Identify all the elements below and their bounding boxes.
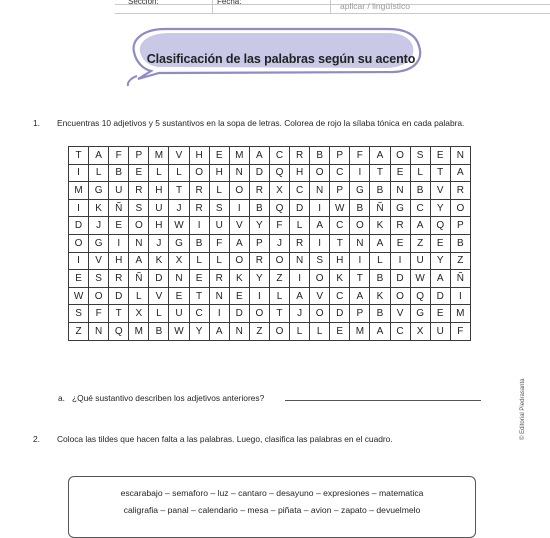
grid-cell[interactable]: M bbox=[149, 147, 169, 165]
grid-cell[interactable]: R bbox=[189, 182, 209, 200]
grid-cell[interactable]: V bbox=[149, 287, 169, 305]
grid-cell[interactable]: U bbox=[149, 199, 169, 217]
grid-cell[interactable]: N bbox=[209, 287, 229, 305]
grid-cell[interactable]: B bbox=[370, 182, 390, 200]
answer-line[interactable] bbox=[285, 400, 481, 401]
grid-cell[interactable]: K bbox=[330, 270, 350, 288]
grid-cell[interactable]: D bbox=[229, 305, 249, 323]
grid-cell[interactable]: U bbox=[410, 252, 430, 270]
question-a-text: ¿Qué sustantivo describen los adjetivos anteriores? bbox=[72, 393, 265, 403]
grid-cell[interactable]: I bbox=[229, 199, 249, 217]
grid-cell[interactable]: D bbox=[149, 270, 169, 288]
grid-cell[interactable]: I bbox=[209, 305, 229, 323]
grid-cell[interactable]: G bbox=[410, 305, 430, 323]
grid-cell[interactable]: B bbox=[370, 305, 390, 323]
grid-cell[interactable]: V bbox=[229, 217, 249, 235]
grid-cell[interactable]: T bbox=[350, 270, 370, 288]
grid-cell[interactable]: V bbox=[430, 182, 450, 200]
grid-cell[interactable]: A bbox=[370, 147, 390, 165]
grid-cell[interactable]: M bbox=[450, 305, 470, 323]
grid-cell[interactable]: O bbox=[249, 305, 269, 323]
grid-cell[interactable]: E bbox=[169, 287, 189, 305]
word-list-line-2: caligrafia – panal – calendario – mesa – piñata – avion – zapato – devuelmelo bbox=[123, 505, 421, 515]
grid-cell[interactable]: I bbox=[290, 270, 310, 288]
grid-row bbox=[69, 164, 471, 182]
grid-cell[interactable]: O bbox=[269, 252, 289, 270]
grid-cell[interactable]: K bbox=[370, 217, 390, 235]
grid-cell[interactable]: Y bbox=[249, 217, 269, 235]
grid-cell[interactable]: L bbox=[149, 305, 169, 323]
grid-cell[interactable]: P bbox=[249, 234, 269, 252]
grid-cell[interactable]: F bbox=[269, 217, 289, 235]
grid-cell[interactable]: K bbox=[229, 270, 249, 288]
grid-cell[interactable]: B bbox=[149, 322, 169, 340]
grid-cell[interactable]: F bbox=[350, 147, 370, 165]
grid-cell[interactable]: E bbox=[430, 305, 450, 323]
grid-row bbox=[69, 182, 471, 200]
grid-cell[interactable]: E bbox=[330, 322, 350, 340]
grid-cell[interactable]: L bbox=[310, 322, 330, 340]
grid-cell[interactable]: J bbox=[169, 199, 189, 217]
word-list-box bbox=[68, 476, 476, 538]
grid-cell[interactable]: L bbox=[269, 287, 289, 305]
grid-cell[interactable]: P bbox=[350, 305, 370, 323]
grid-cell[interactable]: G bbox=[89, 182, 109, 200]
grid-cell[interactable]: X bbox=[410, 322, 430, 340]
grid-cell[interactable]: N bbox=[290, 252, 310, 270]
exercise-1-instruction: Encuentras 10 adjetivos y 5 sustantivos en la sopa de letras. Colorea de rojo la sílaba tónica en cada palabra. bbox=[57, 118, 465, 128]
grid-cell[interactable]: X bbox=[169, 252, 189, 270]
grid-cell[interactable]: D bbox=[430, 287, 450, 305]
grid-cell[interactable]: B bbox=[350, 199, 370, 217]
grid-cell[interactable]: Ñ bbox=[109, 199, 129, 217]
grid-cell[interactable]: T bbox=[169, 182, 189, 200]
grid-cell[interactable]: C bbox=[410, 199, 430, 217]
grid-cell[interactable]: T bbox=[189, 287, 209, 305]
grid-cell[interactable]: F bbox=[109, 147, 129, 165]
grid-cell[interactable]: O bbox=[390, 287, 410, 305]
skill-label: aplicar / lingüístico bbox=[340, 1, 410, 11]
grid-cell[interactable]: A bbox=[249, 147, 269, 165]
grid-cell[interactable]: H bbox=[209, 164, 229, 182]
grid-cell[interactable]: J bbox=[290, 305, 310, 323]
grid-cell[interactable]: O bbox=[450, 199, 470, 217]
grid-cell[interactable]: A bbox=[129, 252, 149, 270]
grid-cell[interactable]: H bbox=[149, 217, 169, 235]
grid-cell[interactable]: R bbox=[249, 182, 269, 200]
grid-cell[interactable]: R bbox=[129, 182, 149, 200]
grid-cell[interactable]: Q bbox=[430, 217, 450, 235]
grid-cell[interactable]: Ñ bbox=[370, 199, 390, 217]
grid-cell[interactable]: P bbox=[330, 182, 350, 200]
grid-cell[interactable]: L bbox=[169, 164, 189, 182]
grid-row bbox=[69, 305, 471, 323]
grid-cell[interactable]: G bbox=[89, 234, 109, 252]
grid-cell[interactable]: B bbox=[109, 164, 129, 182]
grid-cell[interactable]: C bbox=[290, 182, 310, 200]
grid-cell[interactable]: T bbox=[269, 305, 289, 323]
grid-cell[interactable]: S bbox=[69, 305, 89, 323]
grid-cell[interactable]: G bbox=[350, 182, 370, 200]
grid-cell[interactable]: Q bbox=[410, 287, 430, 305]
grid-cell[interactable]: B bbox=[189, 234, 209, 252]
grid-cell[interactable]: Z bbox=[410, 234, 430, 252]
grid-cell[interactable]: A bbox=[290, 287, 310, 305]
date-label: Fecha: bbox=[217, 0, 242, 6]
grid-cell[interactable]: J bbox=[269, 234, 289, 252]
grid-cell[interactable]: S bbox=[310, 252, 330, 270]
grid-cell[interactable]: Y bbox=[189, 322, 209, 340]
grid-cell[interactable]: X bbox=[269, 182, 289, 200]
grid-cell[interactable]: Ñ bbox=[450, 270, 470, 288]
grid-cell[interactable]: Z bbox=[269, 270, 289, 288]
grid-cell[interactable]: A bbox=[450, 164, 470, 182]
grid-cell[interactable]: E bbox=[69, 270, 89, 288]
grid-row bbox=[69, 199, 471, 217]
grid-cell[interactable]: R bbox=[249, 252, 269, 270]
grid-cell[interactable]: A bbox=[229, 234, 249, 252]
grid-row bbox=[69, 287, 471, 305]
grid-cell[interactable]: E bbox=[430, 147, 450, 165]
grid-cell[interactable]: B bbox=[249, 199, 269, 217]
grid-cell[interactable]: R bbox=[189, 199, 209, 217]
exercise-2-number: 2. bbox=[33, 434, 40, 444]
grid-cell[interactable]: L bbox=[209, 182, 229, 200]
grid-cell[interactable]: V bbox=[89, 252, 109, 270]
grid-cell[interactable]: R bbox=[290, 234, 310, 252]
grid-cell[interactable]: B bbox=[410, 182, 430, 200]
grid-cell[interactable]: A bbox=[370, 234, 390, 252]
grid-cell[interactable]: F bbox=[450, 322, 470, 340]
grid-cell[interactable]: W bbox=[169, 322, 189, 340]
grid-cell[interactable]: A bbox=[370, 322, 390, 340]
grid-cell[interactable]: A bbox=[209, 322, 229, 340]
grid-cell[interactable]: H bbox=[149, 182, 169, 200]
grid-cell[interactable]: E bbox=[109, 217, 129, 235]
grid-cell[interactable]: X bbox=[129, 305, 149, 323]
page-title: Clasificación de las palabras según su acento bbox=[146, 52, 416, 66]
grid-cell[interactable]: N bbox=[310, 182, 330, 200]
question-a-label: a. bbox=[58, 393, 65, 403]
grid-cell[interactable]: W bbox=[69, 287, 89, 305]
grid-cell[interactable]: L bbox=[209, 252, 229, 270]
grid-cell[interactable]: O bbox=[350, 217, 370, 235]
grid-row bbox=[69, 234, 471, 252]
grid-cell[interactable]: T bbox=[330, 234, 350, 252]
grid-cell[interactable]: K bbox=[89, 199, 109, 217]
grid-cell[interactable]: L bbox=[410, 164, 430, 182]
grid-cell[interactable]: M bbox=[229, 147, 249, 165]
grid-cell[interactable]: I bbox=[69, 164, 89, 182]
grid-cell[interactable]: Q bbox=[269, 199, 289, 217]
grid-cell[interactable]: B bbox=[450, 234, 470, 252]
grid-cell[interactable]: W bbox=[410, 270, 430, 288]
grid-cell[interactable]: R bbox=[390, 217, 410, 235]
grid-cell[interactable]: H bbox=[290, 164, 310, 182]
grid-cell[interactable]: D bbox=[109, 287, 129, 305]
grid-cell[interactable]: R bbox=[450, 182, 470, 200]
grid-cell[interactable]: J bbox=[149, 234, 169, 252]
grid-cell[interactable]: S bbox=[129, 199, 149, 217]
header-divider bbox=[212, 0, 213, 13]
grid-cell[interactable]: E bbox=[189, 270, 209, 288]
grid-cell[interactable]: F bbox=[89, 305, 109, 323]
grid-cell[interactable]: L bbox=[290, 217, 310, 235]
grid-cell[interactable]: C bbox=[330, 164, 350, 182]
grid-cell[interactable]: A bbox=[310, 217, 330, 235]
grid-cell[interactable]: B bbox=[310, 147, 330, 165]
grid-cell[interactable]: O bbox=[229, 182, 249, 200]
grid-cell[interactable]: G bbox=[390, 199, 410, 217]
grid-cell[interactable]: A bbox=[350, 287, 370, 305]
grid-cell[interactable]: O bbox=[129, 217, 149, 235]
grid-cell[interactable]: Y bbox=[249, 270, 269, 288]
grid-cell[interactable]: I bbox=[350, 252, 370, 270]
grid-cell[interactable]: A bbox=[410, 217, 430, 235]
grid-cell[interactable]: Q bbox=[109, 322, 129, 340]
grid-cell[interactable]: E bbox=[390, 164, 410, 182]
grid-cell[interactable]: Ñ bbox=[129, 270, 149, 288]
grid-cell[interactable]: N bbox=[169, 270, 189, 288]
grid-cell[interactable]: N bbox=[129, 234, 149, 252]
grid-cell[interactable]: Q bbox=[269, 164, 289, 182]
grid-cell[interactable]: L bbox=[290, 322, 310, 340]
grid-cell[interactable]: K bbox=[149, 252, 169, 270]
grid-cell[interactable]: I bbox=[310, 234, 330, 252]
grid-cell[interactable]: L bbox=[89, 164, 109, 182]
grid-cell[interactable]: I bbox=[390, 252, 410, 270]
grid-cell[interactable]: W bbox=[330, 199, 350, 217]
grid-cell[interactable]: Z bbox=[450, 252, 470, 270]
grid-cell[interactable]: O bbox=[189, 164, 209, 182]
grid-cell[interactable]: M bbox=[350, 322, 370, 340]
grid-cell[interactable]: N bbox=[350, 234, 370, 252]
grid-cell[interactable]: O bbox=[310, 305, 330, 323]
grid-cell[interactable]: L bbox=[370, 252, 390, 270]
grid-cell[interactable]: O bbox=[269, 322, 289, 340]
grid-cell[interactable]: Z bbox=[249, 322, 269, 340]
grid-cell[interactable]: C bbox=[390, 322, 410, 340]
grid-cell[interactable]: L bbox=[129, 287, 149, 305]
grid-cell[interactable]: D bbox=[249, 164, 269, 182]
grid-cell[interactable]: L bbox=[149, 164, 169, 182]
header-divider bbox=[330, 0, 331, 13]
grid-cell[interactable]: N bbox=[229, 322, 249, 340]
grid-cell[interactable]: U bbox=[430, 322, 450, 340]
grid-cell[interactable]: D bbox=[390, 270, 410, 288]
grid-cell[interactable]: O bbox=[310, 164, 330, 182]
word-list-line-1: escarabajo – semaforo – luz – cantaro – desayuno – expresiones – matematica bbox=[120, 488, 424, 498]
grid-cell[interactable]: V bbox=[169, 147, 189, 165]
header-bottom-rule bbox=[115, 13, 550, 14]
grid-cell[interactable]: Y bbox=[430, 199, 450, 217]
section-label: Sección: bbox=[128, 0, 159, 6]
grid-cell[interactable]: B bbox=[370, 270, 390, 288]
grid-cell[interactable]: S bbox=[410, 147, 430, 165]
grid-cell[interactable]: O bbox=[310, 270, 330, 288]
grid-cell[interactable]: M bbox=[69, 182, 89, 200]
grid-cell[interactable]: I bbox=[249, 287, 269, 305]
grid-cell[interactable]: U bbox=[169, 305, 189, 323]
grid-cell[interactable]: D bbox=[290, 199, 310, 217]
exercise-1-number: 1. bbox=[33, 118, 40, 128]
grid-cell[interactable]: E bbox=[229, 287, 249, 305]
grid-row bbox=[69, 217, 471, 235]
grid-cell[interactable]: V bbox=[310, 287, 330, 305]
grid-cell[interactable]: S bbox=[89, 270, 109, 288]
grid-cell[interactable]: T bbox=[430, 164, 450, 182]
grid-cell[interactable]: Z bbox=[69, 322, 89, 340]
grid-cell[interactable]: J bbox=[89, 217, 109, 235]
grid-cell[interactable]: O bbox=[89, 287, 109, 305]
grid-cell[interactable]: H bbox=[109, 252, 129, 270]
grid-cell[interactable]: C bbox=[269, 147, 289, 165]
grid-cell[interactable]: S bbox=[209, 199, 229, 217]
grid-cell[interactable]: D bbox=[330, 305, 350, 323]
grid-cell[interactable]: P bbox=[330, 147, 350, 165]
grid-cell[interactable]: I bbox=[450, 287, 470, 305]
grid-cell[interactable]: Y bbox=[430, 252, 450, 270]
grid-cell[interactable]: E bbox=[129, 164, 149, 182]
publisher-credit: © Editorial Piedrasanta bbox=[520, 378, 526, 440]
grid-cell[interactable]: I bbox=[350, 164, 370, 182]
header-top-rule bbox=[115, 4, 550, 5]
grid-cell[interactable]: O bbox=[69, 234, 89, 252]
grid-cell[interactable]: D bbox=[69, 217, 89, 235]
grid-cell[interactable]: U bbox=[109, 182, 129, 200]
grid-cell[interactable]: C bbox=[330, 217, 350, 235]
grid-cell[interactable]: N bbox=[450, 147, 470, 165]
grid-cell[interactable]: K bbox=[370, 287, 390, 305]
grid-cell[interactable]: A bbox=[89, 147, 109, 165]
grid-cell[interactable]: C bbox=[330, 287, 350, 305]
grid-cell[interactable]: U bbox=[209, 217, 229, 235]
grid-cell[interactable]: C bbox=[189, 305, 209, 323]
grid-cell[interactable]: I bbox=[310, 199, 330, 217]
grid-cell[interactable]: N bbox=[89, 322, 109, 340]
grid-cell[interactable]: P bbox=[450, 217, 470, 235]
grid-cell[interactable]: E bbox=[209, 147, 229, 165]
grid-cell[interactable]: N bbox=[390, 182, 410, 200]
word-search-grid bbox=[68, 146, 471, 341]
grid-cell[interactable]: R bbox=[209, 270, 229, 288]
grid-cell[interactable]: I bbox=[189, 217, 209, 235]
grid-cell[interactable]: R bbox=[109, 270, 129, 288]
grid-cell[interactable]: P bbox=[129, 147, 149, 165]
grid-cell[interactable]: F bbox=[209, 234, 229, 252]
grid-cell[interactable]: N bbox=[229, 164, 249, 182]
grid-cell[interactable]: T bbox=[109, 305, 129, 323]
grid-row bbox=[69, 147, 471, 165]
grid-cell[interactable]: I bbox=[109, 234, 129, 252]
exercise-2-instruction: Coloca las tildes que hacen falta a las palabras. Luego, clasifica las palabras en el cuadro. bbox=[57, 434, 393, 444]
grid-cell[interactable]: H bbox=[189, 147, 209, 165]
grid-cell[interactable]: R bbox=[290, 147, 310, 165]
grid-cell[interactable]: V bbox=[390, 305, 410, 323]
grid-cell[interactable]: O bbox=[229, 252, 249, 270]
grid-row bbox=[69, 252, 471, 270]
grid-row bbox=[69, 322, 471, 340]
grid-cell[interactable]: T bbox=[370, 164, 390, 182]
grid-row bbox=[69, 270, 471, 288]
grid-cell[interactable]: H bbox=[330, 252, 350, 270]
grid-cell[interactable]: E bbox=[390, 234, 410, 252]
grid-cell[interactable]: T bbox=[69, 147, 89, 165]
grid-cell[interactable]: M bbox=[129, 322, 149, 340]
grid-cell[interactable]: I bbox=[69, 252, 89, 270]
grid-cell[interactable]: I bbox=[69, 199, 89, 217]
grid-cell[interactable]: A bbox=[430, 270, 450, 288]
grid-cell[interactable]: O bbox=[390, 147, 410, 165]
grid-cell[interactable]: L bbox=[189, 252, 209, 270]
grid-cell[interactable]: W bbox=[169, 217, 189, 235]
grid-cell[interactable]: G bbox=[169, 234, 189, 252]
grid-cell[interactable]: E bbox=[430, 234, 450, 252]
